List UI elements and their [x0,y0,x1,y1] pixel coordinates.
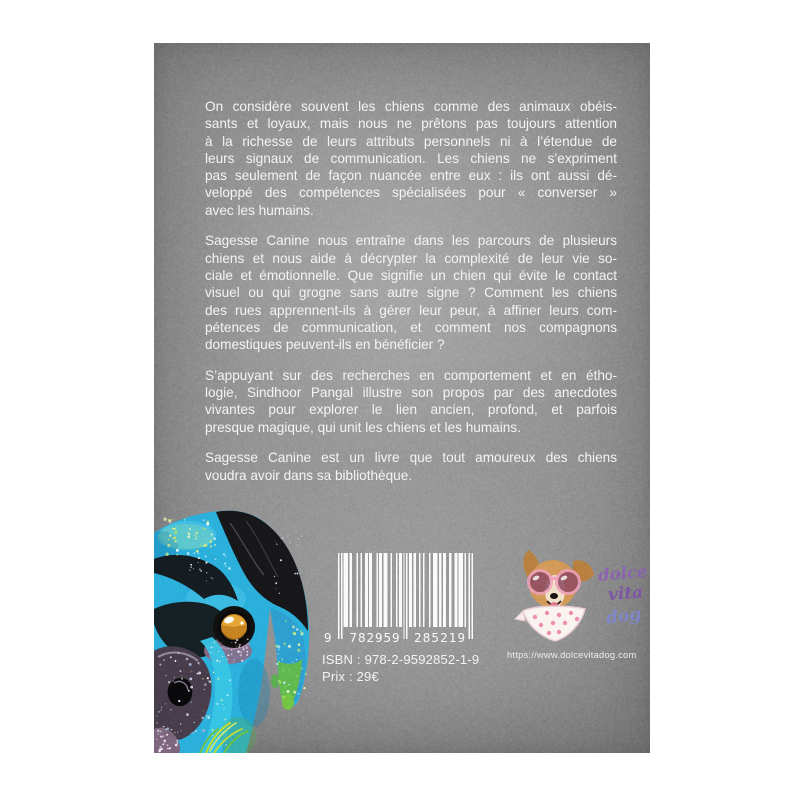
book-back-cover [154,43,650,753]
drip-tip-small [271,674,279,688]
blurb-line: veloppé des compétences spécialisées pour « converser » [205,185,617,201]
barcode-bars [338,553,473,639]
blurb-line: vivantes pour explorer le lien ancien, profond, et parfois [205,402,617,418]
eye-glint [240,621,243,624]
barcode-digits-group1: 782959 [349,630,400,645]
blurb-line: pas seulement de façon nuancée entre eux : ils ont aussi dé- [205,168,617,184]
blurb-line: S’appuyant sur des recherches en comportement et en étho- [205,367,617,383]
blurb-line: presque magique, qui unit les chiens et les humains. [205,419,521,435]
isbn-price-block [322,652,479,685]
blurb-line: pétences de communication, et comment nos compagnons [205,319,617,335]
publisher-logo-wordmark [594,561,650,629]
jaw-shadow [238,659,270,727]
blurb-line: chiens et nous aide à décrypter la complexité de leur vie so- [205,250,617,266]
logo-word-dolce: dolce [597,561,649,585]
blurb-line: On considère souvent les chiens comme des animaux obéis- [205,99,617,114]
blurb-line: à la richesse de leurs attributs personnels ni à l’étendue de [205,133,617,149]
blurb-paragraph [205,232,617,353]
barcode-digit-lead: 9 [324,630,332,645]
publisher-dog-logo-icon [506,549,608,649]
blurb-line: visuel ou qui grogne sans autre signe ? Comment les chiens [205,285,617,301]
blurb-line: des rues apprennent-ils à gérer leur peur, à affiner leurs com- [205,302,617,318]
blurb-line: leurs signaux de communication. Les chiens ne s’expriment [205,150,617,166]
barcode-digits-group2: 285219 [414,630,465,645]
blurb-line: Sagesse Canine est un livre que tout amoureux des chiens [205,450,617,466]
logo-word-dog: dog [605,604,643,629]
sunglasses-right-lens [557,571,580,594]
blurb-line: ciale et émotionnelle. Que signifie un chien qui évite le contact [205,267,617,283]
bandana-knot [515,611,525,621]
dog-painting-illustration [154,503,314,753]
blurb-paragraph [205,449,617,484]
blurb-line: avec les humains. [205,202,314,218]
logo-dog-nose [550,593,558,599]
ean13-barcode [322,553,474,645]
blurb-line: sants et loyaux, mais nous ne prêtons pas toujours attention [205,116,617,132]
blurb-paragraph [205,98,617,219]
isbn-number: ISBN : 978-2-9592852-1-9 [322,652,480,667]
blurb-line: logie, Sindhoor Pangal illustre son propos par des anecdotes [205,385,617,401]
blurb-paragraph [205,367,617,436]
logo-word-vita: vita [607,582,644,605]
blurb-line: Sagesse Canine nous entraîne dans les parcours de plusieurs [205,233,617,249]
sunglasses-left-lens [529,571,552,594]
blurb-line: voudra avoir dans sa bibliothèque. [205,467,413,483]
publisher-website-url: https://www.dolcevitadog.com [507,650,637,660]
blurb-line: domestiques peuvent-ils en bénéficier ? [205,337,445,353]
price-label: Prix : 29€ [322,668,379,684]
blurb-text-block [205,98,617,497]
